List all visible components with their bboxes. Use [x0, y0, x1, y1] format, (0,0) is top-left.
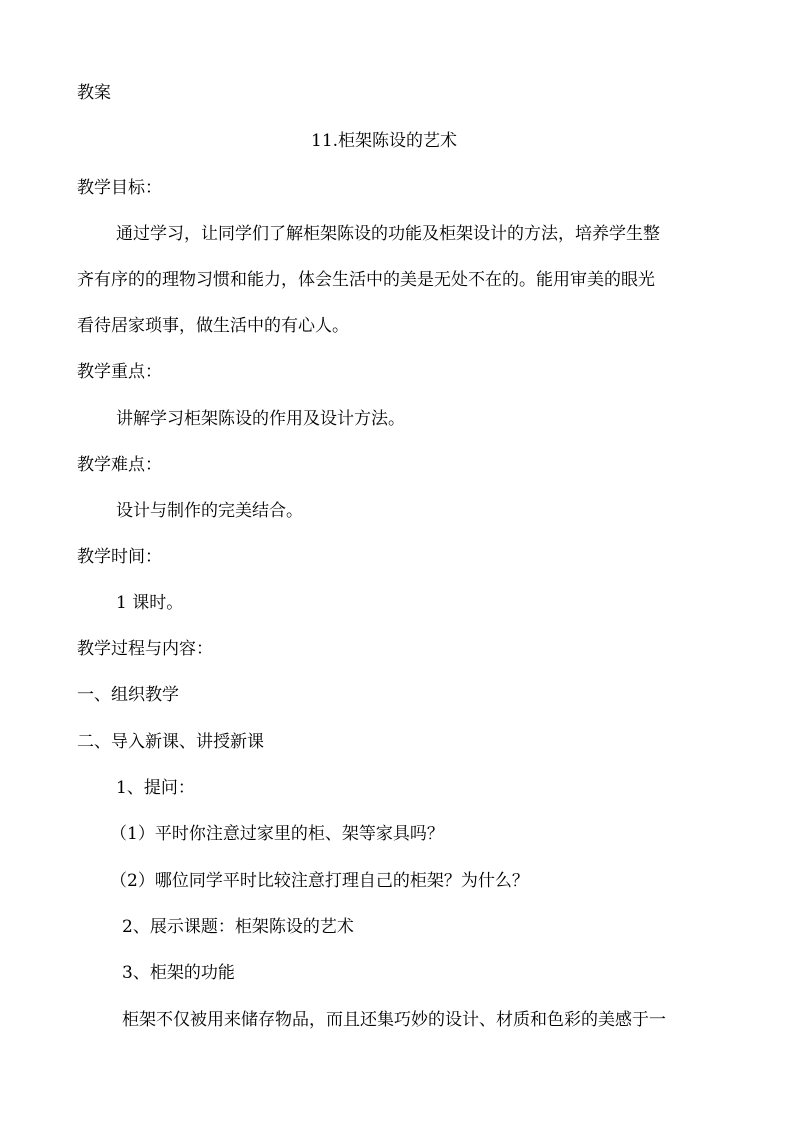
process-section-1: 一、组织教学 — [77, 685, 179, 705]
time-text: 1 课时。 — [116, 593, 184, 613]
process-item-3: 3、柜架的功能 — [122, 963, 235, 983]
doc-header: 教案 — [77, 83, 111, 103]
doc-title: 11.柜架陈设的艺术 — [311, 131, 458, 151]
objectives-heading: 教学目标： — [77, 178, 162, 198]
process-heading: 教学过程与内容： — [77, 639, 213, 659]
process-question-1: （1）平时你注意过家里的柜、架等家具吗？ — [110, 824, 444, 844]
process-question-2: （2）哪位同学平时比较注意打理自己的柜架？为什么？ — [110, 871, 529, 891]
key-points-text: 讲解学习柜架陈设的作用及设计方法。 — [116, 409, 405, 429]
difficulties-heading: 教学难点： — [77, 455, 162, 475]
objectives-line-1: 通过学习，让同学们了解柜架陈设的功能及柜架设计的方法，培养学生整 — [116, 224, 660, 244]
process-item-2: 2、展示课题：柜架陈设的艺术 — [122, 917, 354, 937]
process-item-3-text: 柜架不仅被用来储存物品，而且还集巧妙的设计、材质和色彩的美感于一 — [122, 1010, 666, 1030]
objectives-line-2: 齐有序的的理物习惯和能力，体会生活中的美是无处不在的。能用审美的眼光 — [77, 270, 655, 290]
objectives-line-3: 看待居家琐事，做生活中的有心人。 — [77, 316, 349, 336]
process-section-2: 二、导入新课、讲授新课 — [77, 732, 264, 752]
time-heading: 教学时间： — [77, 547, 162, 567]
key-points-heading: 教学重点： — [77, 362, 162, 382]
process-item-1: 1、提问： — [116, 778, 195, 798]
difficulties-text: 设计与制作的完美结合。 — [116, 501, 303, 521]
